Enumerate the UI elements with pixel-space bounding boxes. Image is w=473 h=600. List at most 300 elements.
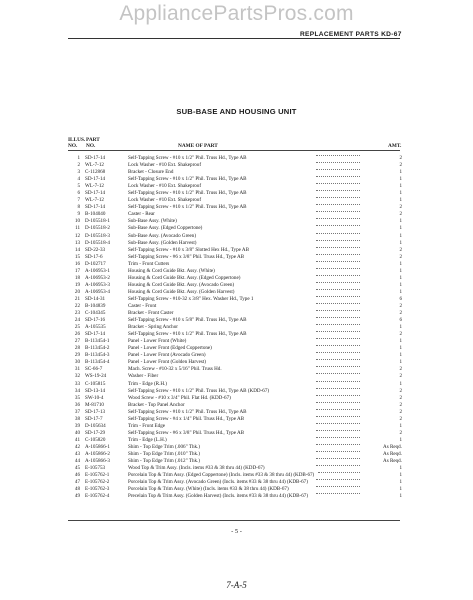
part-name: Self-Tapping Screw - #6 x 3/8" Phil. Truss Hd., Type AB bbox=[128, 253, 245, 260]
dotted-leader bbox=[316, 233, 360, 234]
part-number: WL-7-12 bbox=[85, 197, 104, 204]
part-name: Self-Tapping Screw - #4 x 1/4" Phil. Truss Hd., Type AB bbox=[128, 415, 245, 422]
illus-number: 29 bbox=[74, 352, 80, 359]
part-number: D-105518-1 bbox=[85, 218, 110, 225]
part-number: E-105762-4 bbox=[85, 493, 110, 500]
illus-number: 20 bbox=[74, 288, 80, 295]
part-name: Self-Tapping Screw - #10 x 1/2" Phil. Truss Hd., Type AB bbox=[128, 190, 247, 197]
part-name: Panel - Lower Front (Avocado Green) bbox=[128, 352, 206, 359]
part-name: Self-Tapping Screw - #10 x 1/2" Phil. Truss Hd., Type AB bbox=[128, 176, 247, 183]
part-name: Trim - Front Cutters bbox=[128, 260, 170, 267]
part-name: Housing & Cord Guide Bkt. Assy. (Avocado Green) bbox=[128, 281, 235, 288]
dotted-leader bbox=[316, 282, 360, 283]
dotted-leader bbox=[316, 388, 360, 389]
dotted-leader bbox=[316, 352, 360, 353]
illus-number: 48 bbox=[74, 486, 80, 493]
part-number: WS-19-24 bbox=[85, 373, 107, 380]
amount: 1 bbox=[399, 338, 402, 345]
illus-number: 45 bbox=[74, 465, 80, 472]
illus-number: 9 bbox=[77, 211, 80, 218]
part-number: E-105762-2 bbox=[85, 479, 110, 486]
table-row bbox=[68, 225, 404, 232]
amount: 6 bbox=[399, 295, 402, 302]
part-name: Wood Screw - #10 x 3/4" Phil. Flat Hd. (KDD-67) bbox=[128, 394, 231, 401]
part-number: SD-17-6 bbox=[85, 253, 103, 260]
amount: 2 bbox=[399, 429, 402, 436]
part-number: D-105518-2 bbox=[85, 225, 110, 232]
illus-number: 36 bbox=[74, 401, 80, 408]
footer-code: 7-A-5 bbox=[226, 580, 247, 590]
part-name: Self-Tapping Screw - #10 x 1/2" Phil. Truss Hd., Type AB (KDD-67) bbox=[128, 387, 270, 394]
table-row bbox=[68, 359, 404, 366]
amount: As Reqd. bbox=[383, 443, 402, 450]
dotted-leader bbox=[316, 247, 360, 248]
top-rule bbox=[68, 38, 400, 39]
dotted-leader bbox=[316, 268, 360, 269]
amount: 1 bbox=[399, 465, 402, 472]
part-number: A-105535 bbox=[85, 324, 106, 331]
amount: 1 bbox=[399, 422, 402, 429]
illus-number: 10 bbox=[74, 218, 80, 225]
dotted-leader bbox=[316, 261, 360, 262]
illus-number: 4 bbox=[77, 176, 80, 183]
amount: 1 bbox=[399, 169, 402, 176]
part-number: D-105634 bbox=[85, 422, 106, 429]
part-number: SD-14-31 bbox=[85, 295, 106, 302]
amount: 2 bbox=[399, 211, 402, 218]
amount: 2 bbox=[399, 204, 402, 211]
illus-number: 49 bbox=[74, 493, 80, 500]
part-name: Trim - Front Edge bbox=[128, 422, 166, 429]
part-name: Sub-Base Assy. (Avocado Green) bbox=[128, 232, 197, 239]
table-row bbox=[68, 240, 404, 247]
part-number: SD-17-14 bbox=[85, 155, 106, 161]
amount: 1 bbox=[399, 183, 402, 190]
illus-number: 28 bbox=[74, 345, 80, 352]
dotted-leader bbox=[316, 289, 360, 290]
dotted-leader bbox=[316, 444, 360, 445]
illus-number: 11 bbox=[75, 225, 80, 232]
part-number: SD-17-13 bbox=[85, 408, 106, 415]
illus-number: 40 bbox=[74, 429, 80, 436]
table-row bbox=[68, 261, 404, 268]
illus-number: 43 bbox=[74, 450, 80, 457]
illus-number: 13 bbox=[74, 239, 80, 246]
header-rule bbox=[68, 150, 400, 151]
part-number: SD-17-16 bbox=[85, 317, 106, 324]
dotted-leader bbox=[316, 296, 360, 297]
amount: 2 bbox=[399, 408, 402, 415]
part-number: E-105762-1 bbox=[85, 472, 110, 479]
illus-number: 6 bbox=[77, 190, 80, 197]
illus-number: 37 bbox=[74, 408, 80, 415]
part-number: C-105820 bbox=[85, 436, 106, 443]
amount: 1 bbox=[399, 479, 402, 486]
amount: 1 bbox=[399, 380, 402, 387]
part-name: Caster - Front bbox=[128, 302, 157, 309]
part-name: Housing & Cord Guide Bkt. Assy. (White) bbox=[128, 267, 215, 274]
dotted-leader bbox=[316, 254, 360, 255]
table-row bbox=[68, 247, 404, 254]
column-header-part-line2: NO. bbox=[86, 143, 96, 149]
part-number: A-106953-2 bbox=[85, 274, 110, 281]
dotted-leader bbox=[316, 402, 360, 403]
part-number: SD-17-14 bbox=[85, 204, 106, 211]
table-row bbox=[68, 345, 404, 352]
amount: 2 bbox=[399, 331, 402, 338]
dotted-leader bbox=[316, 211, 360, 212]
table-row bbox=[68, 444, 404, 451]
part-name: Self-Tapping Screw - #10 x 1/2" Phil. Truss Hd., Type AB bbox=[128, 155, 247, 161]
part-name: Bracket - Closure End bbox=[128, 169, 174, 176]
illus-number: 2 bbox=[77, 162, 80, 169]
illus-number: 7 bbox=[77, 197, 80, 204]
dotted-leader bbox=[316, 409, 360, 410]
part-name: Self-Tapping Screw - #10-32 x 3/8" Hex. Washer Hd., Type 1 bbox=[128, 295, 254, 302]
dotted-leader bbox=[316, 458, 360, 459]
illus-number: 12 bbox=[74, 232, 80, 239]
watermark-text: AppliancePartsPros.com bbox=[119, 2, 354, 25]
table-row bbox=[68, 303, 404, 310]
dotted-leader bbox=[316, 373, 360, 374]
table-row bbox=[68, 162, 404, 169]
amount: 1 bbox=[399, 436, 402, 443]
part-number: B-113454-4 bbox=[85, 359, 110, 366]
part-name: Caster - Rear bbox=[128, 211, 155, 218]
table-row bbox=[68, 352, 404, 359]
illus-number: 44 bbox=[74, 458, 80, 465]
dotted-leader bbox=[316, 465, 360, 466]
illus-number: 23 bbox=[74, 310, 80, 317]
amount: 2 bbox=[399, 302, 402, 309]
part-name: Self-Tapping Screw - #10 x 3/8" Slotted Hex Hd., Type AB bbox=[128, 246, 249, 253]
amount: 1 bbox=[399, 352, 402, 359]
amount: 1 bbox=[399, 359, 402, 366]
part-name: Sub-Base Assy. (White) bbox=[128, 218, 177, 225]
dotted-leader bbox=[316, 303, 360, 304]
illus-number: 19 bbox=[74, 281, 80, 288]
amount: 2 bbox=[399, 162, 402, 169]
amount: As Reqd. bbox=[383, 458, 402, 465]
part-name: Bracket - Spring Anchor bbox=[128, 324, 178, 331]
part-number: C-105815 bbox=[85, 380, 106, 387]
table-row bbox=[68, 155, 404, 162]
table-row bbox=[68, 338, 404, 345]
column-header-illus bbox=[68, 137, 85, 149]
table-row bbox=[68, 331, 404, 338]
amount: 1 bbox=[399, 225, 402, 232]
parts-list bbox=[68, 155, 404, 500]
part-name: Lock Washer - #10 Ext. Shakeproof bbox=[128, 183, 202, 190]
dotted-leader bbox=[316, 155, 360, 156]
dotted-leader bbox=[316, 218, 360, 219]
part-name: Panel - Lower Front (Edged Coppertone) bbox=[128, 345, 212, 352]
part-name: Self-Tapping Screw - #10 x 1/2" Phil. Truss Hd., Type AB bbox=[128, 408, 247, 415]
part-name: Shim - Top Edge Trim (.006" Thk.) bbox=[128, 443, 201, 450]
dotted-leader bbox=[316, 451, 360, 452]
part-number: C-112868 bbox=[85, 169, 106, 176]
page-title: SUB-BASE AND HOUSING UNIT bbox=[176, 107, 297, 116]
dotted-leader bbox=[316, 338, 360, 339]
dotted-leader bbox=[316, 416, 360, 417]
part-number: A-105866-1 bbox=[85, 443, 110, 450]
part-name: Lock Washer - #10 Ext. Shakeproof bbox=[128, 197, 202, 204]
part-name: Housing & Cord Guide Bkt. Assy. (Edged Coppertone) bbox=[128, 274, 241, 281]
part-number: M-81710 bbox=[85, 401, 104, 408]
part-number: SD-17-7 bbox=[85, 415, 103, 422]
dotted-leader bbox=[316, 324, 360, 325]
table-row bbox=[68, 409, 404, 416]
illus-number: 47 bbox=[74, 479, 80, 486]
illus-number: 30 bbox=[74, 359, 80, 366]
illus-number: 1 bbox=[77, 155, 80, 161]
part-number: B-113454-1 bbox=[85, 338, 110, 345]
dotted-leader bbox=[316, 162, 360, 163]
dotted-leader bbox=[316, 423, 360, 424]
amount: As Reqd. bbox=[383, 450, 402, 457]
column-header-amt: AMT. bbox=[388, 143, 402, 149]
dotted-leader bbox=[316, 225, 360, 226]
table-row bbox=[68, 289, 404, 296]
column-header-illus-line2: NO. bbox=[68, 143, 78, 149]
illus-number: 14 bbox=[74, 246, 80, 253]
dotted-leader bbox=[316, 317, 360, 318]
amount: 1 bbox=[399, 176, 402, 183]
page-number: - 5 - bbox=[231, 528, 242, 535]
illus-number: 41 bbox=[74, 436, 80, 443]
illus-number: 15 bbox=[74, 253, 80, 260]
dotted-leader bbox=[316, 204, 360, 205]
part-number: B-104040 bbox=[85, 211, 106, 218]
part-name: Porcelain Top & Trim Assy. (Edged Coppertone) (Incls. items #33 & 38 thru 44) (KDB-67) bbox=[128, 472, 315, 479]
table-row bbox=[68, 233, 404, 240]
dotted-leader bbox=[316, 395, 360, 396]
illus-number: 33 bbox=[74, 380, 80, 387]
table-row bbox=[68, 176, 404, 183]
part-name: Wood Top & Trim Assy. (Incls. items #33 & 38 thru 44) (KDD-67) bbox=[128, 465, 265, 472]
part-name: Panel - Lower Front (Golden Harvest) bbox=[128, 359, 206, 366]
part-number: D-105518-4 bbox=[85, 239, 110, 246]
amount: 1 bbox=[399, 493, 402, 500]
part-name: Self-Tapping Screw - #10 x 5/8" Phil. Truss Hd., Type AB bbox=[128, 317, 247, 324]
part-number: SD-17-14 bbox=[85, 190, 106, 197]
dotted-leader bbox=[316, 437, 360, 438]
table-row bbox=[68, 402, 404, 409]
header-title: REPLACEMENT PARTS KD-67 bbox=[300, 31, 402, 38]
amount: 2 bbox=[399, 387, 402, 394]
illus-number: 25 bbox=[74, 324, 80, 331]
amount: 1 bbox=[399, 472, 402, 479]
part-name: Self-Tapping Screw - #6 x 3/8" Phil. Truss Hd., Type AB bbox=[128, 429, 245, 436]
part-name: Sub-Base Assy. (Edged Coppertone) bbox=[128, 225, 203, 232]
part-name: Self-Tapping Screw - #10 x 1/2" Phil. Truss Hd., Type AB bbox=[128, 331, 247, 338]
part-name: Housing & Cord Guide Bkt. Assy. (Golden Harvest) bbox=[128, 288, 235, 295]
amount: 1 bbox=[399, 324, 402, 331]
part-number: A-106953-4 bbox=[85, 288, 110, 295]
part-number: B-104839 bbox=[85, 302, 106, 309]
amount: 1 bbox=[399, 190, 402, 197]
dotted-leader bbox=[316, 359, 360, 360]
dotted-leader bbox=[316, 331, 360, 332]
part-number: B-113454-2 bbox=[85, 345, 110, 352]
amount: 2 bbox=[399, 246, 402, 253]
table-row bbox=[68, 211, 404, 218]
part-number: E-105753 bbox=[85, 465, 106, 472]
dotted-leader bbox=[316, 479, 360, 480]
illus-number: 18 bbox=[74, 274, 80, 281]
amount: 2 bbox=[399, 155, 402, 161]
part-name: Lock Washer - #10 Ext. Shakeproof bbox=[128, 162, 202, 169]
part-number: SD-13-14 bbox=[85, 387, 106, 394]
illus-number: 34 bbox=[74, 387, 80, 394]
table-row bbox=[68, 366, 404, 373]
illus-number: 26 bbox=[74, 331, 80, 338]
part-name: Washer - Fiber bbox=[128, 373, 159, 380]
amount: 2 bbox=[399, 366, 402, 373]
part-number: A-105866-3 bbox=[85, 458, 110, 465]
part-number: A-106953-3 bbox=[85, 281, 110, 288]
dotted-leader bbox=[316, 183, 360, 184]
illus-number: 17 bbox=[74, 267, 80, 274]
part-number: WL-7-12 bbox=[85, 162, 104, 169]
part-name: Bracket - Front Caster bbox=[128, 310, 174, 317]
amount: 2 bbox=[399, 401, 402, 408]
table-row bbox=[68, 451, 404, 458]
amount: 1 bbox=[399, 345, 402, 352]
part-number: SC-66-7 bbox=[85, 366, 103, 373]
column-header-name: NAME OF PART bbox=[178, 143, 218, 149]
illus-number: 35 bbox=[74, 394, 80, 401]
part-name: Porcelain Top & Trim Assy. (Avocado Green) (Incls. items #33 & 38 thru 44) (KDB-67) bbox=[128, 479, 308, 486]
part-number: SD-22-33 bbox=[85, 246, 106, 253]
dotted-leader bbox=[316, 275, 360, 276]
table-row bbox=[68, 254, 404, 261]
illus-number: 22 bbox=[74, 302, 80, 309]
table-row bbox=[68, 296, 404, 303]
part-number: SW-10-4 bbox=[85, 394, 104, 401]
illus-number: 16 bbox=[74, 260, 80, 267]
illus-number: 46 bbox=[74, 472, 80, 479]
part-name: Shim - Top Edge Trim (.010" Thk.) bbox=[128, 450, 201, 457]
dotted-leader bbox=[316, 486, 360, 487]
table-row bbox=[68, 395, 404, 402]
amount: 2 bbox=[399, 394, 402, 401]
amount: 2 bbox=[399, 415, 402, 422]
amount: 1 bbox=[399, 274, 402, 281]
amount: 1 bbox=[399, 288, 402, 295]
illus-number: 8 bbox=[77, 204, 80, 211]
illus-number: 32 bbox=[74, 373, 80, 380]
part-number: A-106953-1 bbox=[85, 267, 110, 274]
part-number: SD-17-29 bbox=[85, 429, 106, 436]
part-name: Sub-Base Assy. (Golden Harvest) bbox=[128, 239, 197, 246]
illus-number: 5 bbox=[77, 183, 80, 190]
table-row bbox=[68, 458, 404, 465]
table-row bbox=[68, 416, 404, 423]
dotted-leader bbox=[318, 472, 360, 473]
table-row bbox=[68, 190, 404, 197]
amount: 6 bbox=[399, 317, 402, 324]
part-number: E-105762-3 bbox=[85, 486, 110, 493]
column-header-part-line1: PART bbox=[86, 137, 100, 143]
part-number: D-102717 bbox=[85, 260, 106, 267]
table-row bbox=[68, 381, 404, 388]
dotted-leader bbox=[316, 197, 360, 198]
amount: 1 bbox=[399, 197, 402, 204]
part-name: Porcelain Top & Trim Assy. (White) (Incls. items #33 & 38 thru 44) (KDB-67) bbox=[128, 486, 289, 493]
amount: 2 bbox=[399, 373, 402, 380]
table-row bbox=[68, 282, 404, 289]
illus-number: 42 bbox=[74, 443, 80, 450]
amount: 1 bbox=[399, 260, 402, 267]
dotted-leader bbox=[316, 493, 360, 494]
part-number: B-113454-3 bbox=[85, 352, 110, 359]
amount: 2 bbox=[399, 310, 402, 317]
column-header-illus-line1: ILLUS. bbox=[68, 137, 86, 143]
part-number: WL-7-12 bbox=[85, 183, 104, 190]
dotted-leader bbox=[316, 366, 360, 367]
illus-number: 3 bbox=[77, 169, 80, 176]
illus-number: 21 bbox=[74, 295, 80, 302]
dotted-leader bbox=[316, 169, 360, 170]
part-name: Precelain Top & Trim Assy. (Golden Harvest) (Incls. items #33 & 38 thru 44) (KDB-67) bbox=[128, 493, 309, 500]
dotted-leader bbox=[316, 176, 360, 177]
amount: 1 bbox=[399, 281, 402, 288]
table-row bbox=[68, 493, 404, 500]
amount: 1 bbox=[399, 218, 402, 225]
amount: 1 bbox=[399, 486, 402, 493]
part-name: Self-Tapping Screw - #10 x 1/2" Phil. Truss Hd., Type AB bbox=[128, 204, 247, 211]
amount: 1 bbox=[399, 267, 402, 274]
dotted-leader bbox=[316, 310, 360, 311]
dotted-leader bbox=[316, 345, 360, 346]
dotted-leader bbox=[316, 190, 360, 191]
part-name: Trim - Edge (R.H.) bbox=[128, 380, 168, 387]
amount: 1 bbox=[399, 232, 402, 239]
part-name: Mach. Screw - #10-32 x 5/16" Phil. Truss Hd. bbox=[128, 366, 222, 373]
part-name: Shim - Top Edge Trim (.012" Thk.) bbox=[128, 458, 201, 465]
amount: 2 bbox=[399, 253, 402, 260]
dotted-leader bbox=[316, 381, 360, 382]
part-number: SD-17-14 bbox=[85, 331, 106, 338]
table-row bbox=[68, 388, 404, 395]
table-row bbox=[68, 275, 404, 282]
table-row bbox=[68, 204, 404, 211]
part-name: Bracket - Top Panel Anchor bbox=[128, 401, 185, 408]
part-number: A-105866-2 bbox=[85, 450, 110, 457]
part-number: C-104345 bbox=[85, 310, 106, 317]
part-number: D-105518-3 bbox=[85, 232, 110, 239]
illus-number: 24 bbox=[74, 317, 80, 324]
part-name: Trim - Edge (L.H.) bbox=[128, 436, 167, 443]
table-row bbox=[68, 430, 404, 437]
illus-number: 38 bbox=[74, 415, 80, 422]
table-row bbox=[68, 373, 404, 380]
illus-number: 27 bbox=[74, 338, 80, 345]
dotted-leader bbox=[316, 430, 360, 431]
table-row bbox=[68, 218, 404, 225]
dotted-leader bbox=[316, 240, 360, 241]
bottom-rule bbox=[68, 520, 400, 521]
table-row bbox=[68, 268, 404, 275]
table-row bbox=[68, 437, 404, 444]
table-row bbox=[68, 317, 404, 324]
part-name: Panel - Lower Front (White) bbox=[128, 338, 187, 345]
amount: 1 bbox=[399, 239, 402, 246]
illus-number: 39 bbox=[74, 422, 80, 429]
column-header-part bbox=[86, 137, 100, 149]
illus-number: 31 bbox=[74, 366, 80, 373]
